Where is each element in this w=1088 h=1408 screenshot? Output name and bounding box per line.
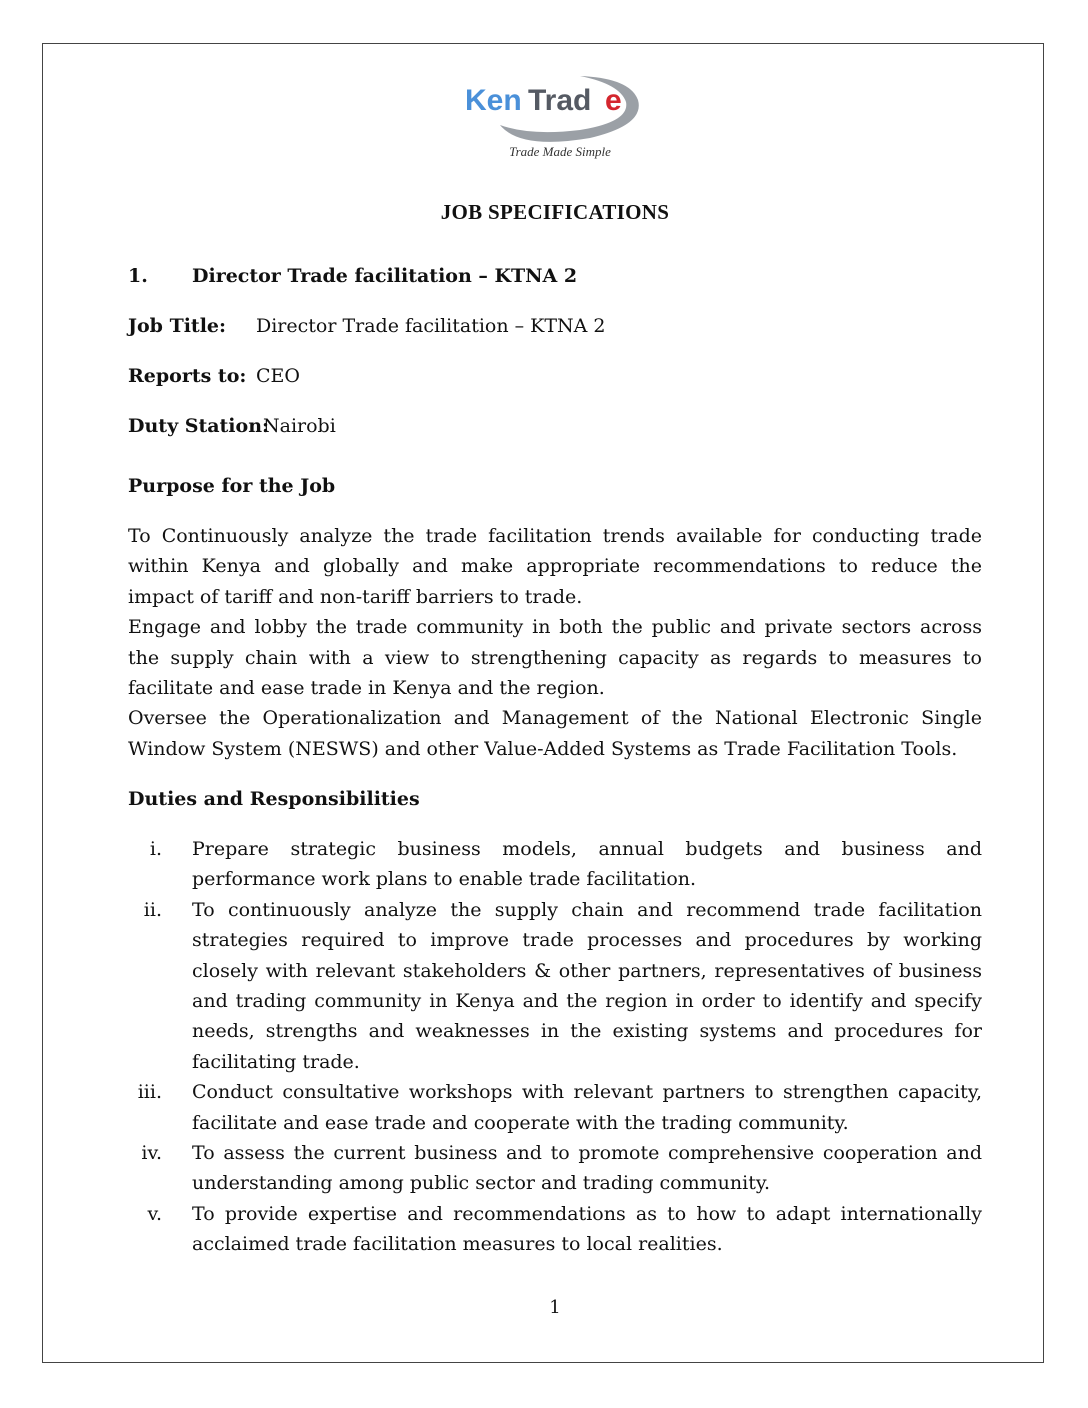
duty-item bbox=[128, 1138, 982, 1199]
purpose-body bbox=[128, 521, 982, 764]
job-title-label: Job Title: bbox=[128, 315, 227, 337]
job-title-value: Director Trade facilitation – KTNA 2 bbox=[256, 315, 606, 337]
purpose-paragraph: To Continuously analyze the trade facilitation trends available for conducting trade within Kenya and globally and make appropriate recommendations to reduce the impact of tariff and non-tariff barriers to trade. bbox=[128, 525, 982, 608]
svg-text:Trad: Trad bbox=[528, 84, 592, 117]
logo-tagline: Trade Made Simple bbox=[509, 144, 611, 159]
duty-station-label: Duty Station: bbox=[128, 415, 270, 437]
duty-item bbox=[128, 834, 982, 895]
purpose-paragraph: Oversee the Operationalization and Management of the National Electronic Single Window System (NESWS) and other Value-Added Systems as Trade Facilitation Tools. bbox=[128, 707, 982, 760]
duty-text: To continuously analyze the supply chain and recommend trade facilitation strategies required to improve trade processes and procedures by working closely with relevant stakeholders & other partners, representatives of business and trading community in Kenya and the region in order to identify and specify needs, strengths and weaknesses in the existing systems and procedures for facilitating trade. bbox=[192, 898, 982, 1073]
duty-number: ii. bbox=[143, 898, 162, 921]
duty-text: To provide expertise and recommendations as to how to adapt internationally acclaimed trade facilitation measures to local realities. bbox=[192, 1202, 982, 1256]
duty-item bbox=[128, 1199, 982, 1260]
duty-number: v. bbox=[147, 1202, 162, 1225]
purpose-paragraph: Engage and lobby the trade community in both the public and private sectors across the supply chain with a view to strengthening capacity as regards to measures to facilitate and ease trade in Kenya and the region. bbox=[128, 616, 982, 700]
duties-list bbox=[128, 834, 982, 1260]
purpose-heading: Purpose for the Job bbox=[128, 475, 336, 497]
page-number: 1 bbox=[549, 1297, 561, 1318]
duty-item bbox=[128, 895, 982, 1077]
duty-text: To assess the current business and to promote comprehensive cooperation and understanding among public sector and trading community. bbox=[192, 1142, 982, 1195]
document-title: JOB SPECIFICATIONS bbox=[440, 200, 670, 224]
duty-station-value: Nairobi bbox=[263, 415, 336, 437]
reports-to-label: Reports to: bbox=[128, 365, 247, 387]
duty-number: i. bbox=[149, 838, 162, 860]
duty-text: Prepare strategic business models, annual budgets and business and performance work plans to enable trade facilitation. bbox=[192, 838, 982, 891]
duty-item bbox=[128, 1077, 982, 1138]
reports-to-value: CEO bbox=[256, 365, 300, 387]
duty-number: iv. bbox=[141, 1142, 162, 1165]
section-heading: Director Trade facilitation – KTNA 2 bbox=[192, 265, 578, 287]
duties-heading: Duties and Responsibilities bbox=[128, 788, 420, 810]
duty-number: iii. bbox=[137, 1081, 162, 1104]
svg-text:e: e bbox=[605, 84, 622, 117]
duty-text: Conduct consultative workshops with relevant partners to strengthen capacity, facilitate and ease trade and cooperate with the trading community. bbox=[192, 1081, 982, 1134]
svg-text:Ken: Ken bbox=[465, 84, 522, 117]
section-number: 1. bbox=[128, 265, 148, 287]
